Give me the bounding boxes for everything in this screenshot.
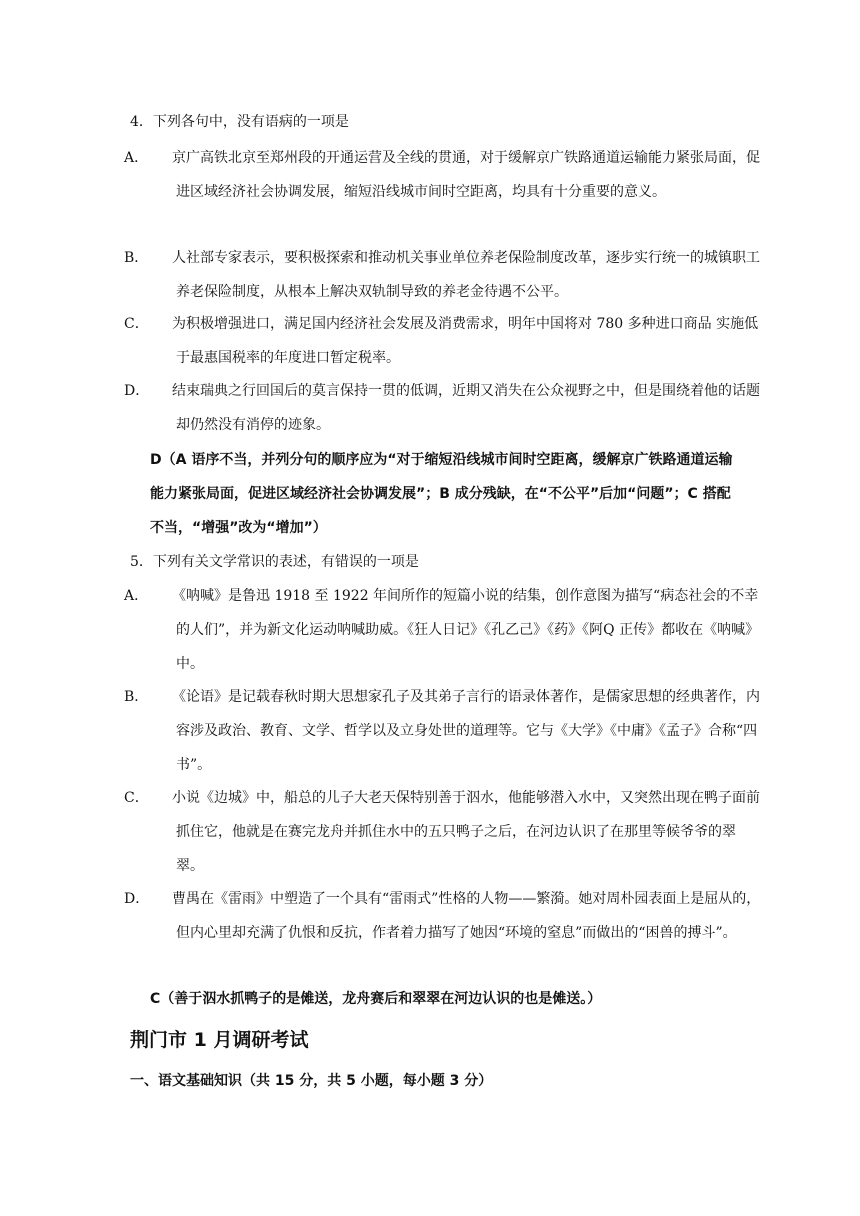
question-4-option-b <box>124 241 761 309</box>
option-label: C． <box>124 316 149 332</box>
option-label: A． <box>124 150 149 166</box>
option-text: 为积极增强进口，满足国内经济社会发展及消费需求，明年中国将对 780 多种进口商品 实施低于最惠国税率的年度进口暂定税率。 <box>172 316 759 366</box>
option-label: D． <box>124 891 150 907</box>
question-4-answer: D（A 语序不当，并列分句的顺序应为“对于缩短沿线城市间时空距离，缓解京广铁路通道运输能力紧张局面，促进区域经济社会协调发展”；B 成分残缺，在“不公平”后加“问题”；C 搭配不当，“增强”改为“增加”） <box>150 452 733 536</box>
question-5-answer: C（善于泅水抓鸭子的是傩送，龙舟赛后和翠翠在河边认识的也是傩送。） <box>150 991 602 1007</box>
option-text: 《呐喊》是鲁迅 1918 至 1922 年间所作的短篇小说的结集，创作意图为描写“病态社会的不幸的人们”，并为新文化运动呐喊助威。《狂人日记》《孔乙己》《药》《阿Q 正传》都收在《呐喊》中。 <box>172 588 760 672</box>
question-4-option-a <box>124 141 761 209</box>
section-title: 荆门市 1 月调研考试 <box>130 1029 309 1051</box>
option-label: B． <box>124 689 149 705</box>
option-text: 京广高铁北京至郑州段的开通运营及全线的贯通，对于缓解京广铁路通道运输能力紧张局面，促进区域经济社会协调发展，缩短沿线城市间时空距离，均具有十分重要的意义。 <box>172 150 760 200</box>
option-text: 小说《边城》中，船总的儿子大老天保特别善于泅水，他能够潜入水中，又突然出现在鸭子面前抓住它，他就是在赛完龙舟并抓住水中的五只鸭子之后，在河边认识了在那里等候爷爷的翠翠。 <box>172 790 760 874</box>
question-5-option-a <box>124 579 761 681</box>
option-text: 《论语》是记载春秋时期大思想家孔子及其弟子言行的语录体著作，是儒家思想的经典著作，内容涉及政治、教育、文学、哲学以及立身处世的道理等。它与《大学》《中庸》《孟子》合称“四书”。 <box>172 689 760 773</box>
option-label: C． <box>124 790 149 806</box>
option-label: A． <box>124 588 149 604</box>
option-text: 曹禺在《雷雨》中塑造了一个具有“雷雨式”性格的人物——繁漪。她对周朴园表面上是屈从的，但内心里却充满了仇恨和反抗，作者着力描写了她因“环境的窒息”而做出的“困兽的搏斗”。 <box>172 891 761 941</box>
option-text: 人社部专家表示，要积极探索和推动机关事业单位养老保险制度改革，逐步实行统一的城镇职工养老保险制度，从根本上解决双轨制导致的养老金待遇不公平。 <box>172 250 760 300</box>
question-5-option-c <box>124 781 761 883</box>
question-4-option-d <box>124 374 761 442</box>
question-5-option-d <box>124 882 761 950</box>
question-5-stem: 5．下列有关文学常识的表述，有错误的一项是 <box>130 554 419 570</box>
option-label: D． <box>124 383 150 399</box>
question-4-stem: 4．下列各句中，没有语病的一项是 <box>130 114 349 130</box>
option-text: 结束瑞典之行回国后的莫言保持一贯的低调，近期又消失在公众视野之中，但是围绕着他的话题却仍然没有消停的迹象。 <box>172 383 760 433</box>
option-label: B． <box>124 250 149 266</box>
question-4-option-c <box>124 307 761 375</box>
section-subtitle: 一、语文基础知识（共 15 分，共 5 小题，每小题 3 分） <box>130 1073 493 1089</box>
question-5-option-b <box>124 680 761 782</box>
